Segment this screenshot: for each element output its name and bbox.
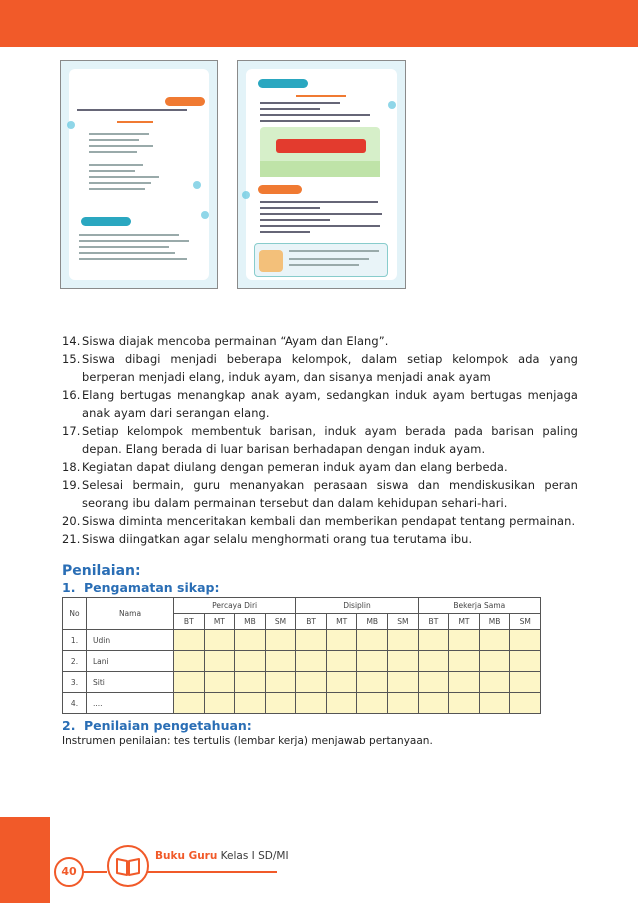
list-item	[62, 512, 578, 530]
score-cell[interactable]	[388, 630, 419, 651]
score-cell[interactable]	[449, 651, 480, 672]
item-number: 14.	[62, 334, 81, 348]
score-cell[interactable]	[174, 651, 205, 672]
header-subcol: MT	[326, 614, 357, 630]
assessment-table	[62, 597, 541, 714]
score-cell[interactable]	[388, 651, 419, 672]
item-number: 17.	[62, 424, 81, 438]
item-text: Elang bertugas menangkap anak ayam, sedangkan induk ayam bertugas menjaga anak ayam dari serangan elang.	[82, 388, 578, 420]
cell-name: Lani	[87, 651, 174, 672]
score-cell[interactable]	[479, 672, 510, 693]
subheading-number: 2.	[62, 718, 76, 733]
header-subcol: BT	[296, 614, 327, 630]
score-cell[interactable]	[479, 651, 510, 672]
thumbnail-line	[89, 164, 143, 166]
item-number: 19.	[62, 478, 81, 492]
item-number: 20.	[62, 514, 81, 528]
score-cell[interactable]	[296, 693, 327, 714]
thumbnail-line	[89, 170, 135, 172]
thumbnail-line	[79, 234, 179, 236]
header-nama: Nama	[87, 598, 174, 630]
thumbnail-line	[79, 240, 189, 242]
score-cell[interactable]	[326, 651, 357, 672]
thumbnail-line	[89, 182, 151, 184]
score-cell[interactable]	[235, 672, 266, 693]
header-subcol: SM	[388, 614, 419, 630]
score-cell[interactable]	[326, 630, 357, 651]
page-number: 40	[54, 857, 84, 887]
book-title-rest: Kelas I SD/MI	[217, 850, 289, 862]
thumbnail-line	[260, 213, 382, 215]
header-subcol: MB	[357, 614, 388, 630]
table-row	[63, 630, 541, 651]
thumbnail-line	[89, 133, 149, 135]
score-cell[interactable]	[418, 630, 449, 651]
header-no: No	[63, 598, 87, 630]
book-title	[155, 850, 289, 862]
thumbnail-tab	[258, 185, 302, 194]
thumbnail-line	[79, 258, 187, 260]
score-cell[interactable]	[296, 651, 327, 672]
thumbnail-line	[79, 252, 175, 254]
score-cell[interactable]	[204, 630, 235, 651]
score-cell[interactable]	[357, 693, 388, 714]
list-item	[62, 332, 578, 350]
table-row	[63, 693, 541, 714]
cell-name: Siti	[87, 672, 174, 693]
thumbnail-line	[79, 246, 169, 248]
score-cell[interactable]	[418, 672, 449, 693]
score-cell[interactable]	[388, 693, 419, 714]
thumbnail-line	[89, 145, 153, 147]
header-subcol: BT	[418, 614, 449, 630]
score-cell[interactable]	[326, 672, 357, 693]
list-item	[62, 350, 578, 386]
thumbnail-line	[117, 121, 153, 123]
thumbnail-line	[260, 207, 320, 209]
subheading-pengetahuan	[62, 718, 252, 733]
list-item	[62, 476, 578, 512]
list-item	[62, 530, 578, 548]
thumbnail-line	[260, 201, 378, 203]
item-text: Siswa diminta menceritakan kembali dan memberikan pendapat tentang permainan.	[82, 514, 576, 528]
item-text: Selesai bermain, guru menanyakan perasaan siswa dan mendiskusikan peran seorang ibu dalam permainan tersebut dan dalam kehidupan sehari-hari.	[82, 478, 578, 510]
footer-connector-line	[147, 871, 277, 873]
score-cell[interactable]	[235, 693, 266, 714]
cell-no: 4.	[63, 693, 87, 714]
cell-no: 1.	[63, 630, 87, 651]
item-number: 18.	[62, 460, 81, 474]
item-text: Siswa diingatkan agar selalu menghormati orang tua terutama ibu.	[82, 532, 473, 546]
score-cell[interactable]	[235, 651, 266, 672]
cell-name: Udin	[87, 630, 174, 651]
header-group: Disiplin	[296, 598, 418, 614]
page-thumbnail-left	[60, 60, 218, 289]
book-title-bold: Buku Guru	[155, 850, 218, 862]
thumbnail-card	[246, 69, 397, 280]
header-subcol: SM	[265, 614, 296, 630]
instrument-text: Instrumen penilaian: tes tertulis (lembar kerja) menjawab pertanyaan.	[62, 735, 433, 747]
cell-no: 3.	[63, 672, 87, 693]
item-text: Setiap kelompok membentuk barisan, induk ayam berada pada barisan paling depan. Elang berada di luar barisan berhadapan dengan induk ayam.	[82, 424, 578, 456]
list-item	[62, 422, 578, 458]
thumbnail-line	[296, 95, 346, 97]
flower-decoration	[388, 101, 396, 109]
score-cell[interactable]	[326, 693, 357, 714]
thumbnail-line	[260, 225, 380, 227]
list-item	[62, 386, 578, 422]
score-cell[interactable]	[204, 693, 235, 714]
item-number: 16.	[62, 388, 81, 402]
table-row	[63, 672, 541, 693]
score-cell[interactable]	[357, 651, 388, 672]
score-cell[interactable]	[296, 672, 327, 693]
score-cell[interactable]	[357, 672, 388, 693]
header-subcol: MT	[204, 614, 235, 630]
score-cell[interactable]	[510, 651, 541, 672]
header-subcol: BT	[174, 614, 205, 630]
score-cell[interactable]	[449, 672, 480, 693]
item-number: 15.	[62, 352, 81, 366]
thumbnail-line	[260, 108, 320, 110]
subheading-number: 1.	[62, 580, 76, 595]
flower-decoration	[193, 181, 201, 189]
score-cell[interactable]	[235, 630, 266, 651]
item-number: 21.	[62, 532, 81, 546]
score-cell[interactable]	[479, 693, 510, 714]
cell-no: 2.	[63, 651, 87, 672]
section-heading: Penilaian:	[62, 563, 141, 579]
item-text: Siswa dibagi menjadi beberapa kelompok, dalam setiap kelompok ada yang berperan menjadi elang, induk ayam, dan sisanya menjadi anak ayam	[82, 352, 578, 384]
thumbnail-line	[77, 109, 187, 111]
score-cell[interactable]	[510, 672, 541, 693]
score-cell[interactable]	[479, 630, 510, 651]
list-item	[62, 458, 578, 476]
header-subcol: MT	[449, 614, 480, 630]
thumbnail-line	[89, 151, 137, 153]
page-thumbnail-right	[237, 60, 406, 289]
score-cell[interactable]	[388, 672, 419, 693]
info-box	[254, 243, 388, 277]
thumbnail-line	[260, 102, 340, 104]
footer-connector-line	[82, 871, 107, 873]
thumbnail-line	[260, 120, 360, 122]
item-text: Siswa diajak mencoba permainan “Ayam dan Elang”.	[82, 334, 389, 348]
item-text: Kegiatan dapat diulang dengan pemeran induk ayam dan elang berbeda.	[82, 460, 508, 474]
score-cell[interactable]	[418, 693, 449, 714]
thumbnail-tab	[81, 217, 131, 226]
header-group: Bekerja Sama	[418, 598, 540, 614]
flower-decoration	[67, 121, 75, 129]
score-cell[interactable]	[174, 693, 205, 714]
score-cell[interactable]	[449, 693, 480, 714]
score-cell[interactable]	[265, 693, 296, 714]
score-cell[interactable]	[265, 630, 296, 651]
thumbnail-tab	[258, 79, 308, 88]
score-cell[interactable]	[174, 672, 205, 693]
header-subcol: SM	[510, 614, 541, 630]
thumbnail-card	[69, 69, 209, 280]
score-cell[interactable]	[204, 672, 235, 693]
thumbnail-tab	[165, 97, 205, 106]
subheading-title: Pengamatan sikap:	[84, 580, 220, 595]
header-subcol: MB	[479, 614, 510, 630]
score-cell[interactable]	[449, 630, 480, 651]
flower-decoration	[242, 191, 250, 199]
score-cell[interactable]	[204, 651, 235, 672]
book-icon	[107, 845, 149, 887]
score-cell[interactable]	[265, 651, 296, 672]
thumbnail-line	[260, 114, 370, 116]
subheading-sikap	[62, 580, 219, 595]
thumbnail-line	[260, 219, 330, 221]
score-cell[interactable]	[174, 630, 205, 651]
header-subcol: MB	[235, 614, 266, 630]
cell-name: ....	[87, 693, 174, 714]
header-group: Percaya Diri	[174, 598, 296, 614]
score-cell[interactable]	[418, 651, 449, 672]
children-playing-illustration	[260, 127, 380, 177]
thumbnail-line	[260, 231, 310, 233]
table-row	[63, 651, 541, 672]
score-cell[interactable]	[510, 630, 541, 651]
thumbnail-line	[89, 188, 145, 190]
header-band	[0, 0, 638, 47]
score-cell[interactable]	[357, 630, 388, 651]
score-cell[interactable]	[265, 672, 296, 693]
activity-steps-list	[62, 332, 578, 548]
thumbnail-line	[89, 176, 159, 178]
flower-decoration	[201, 211, 209, 219]
score-cell[interactable]	[296, 630, 327, 651]
thumbnail-line	[89, 139, 139, 141]
subheading-title: Penilaian pengetahuan:	[84, 718, 252, 733]
score-cell[interactable]	[510, 693, 541, 714]
